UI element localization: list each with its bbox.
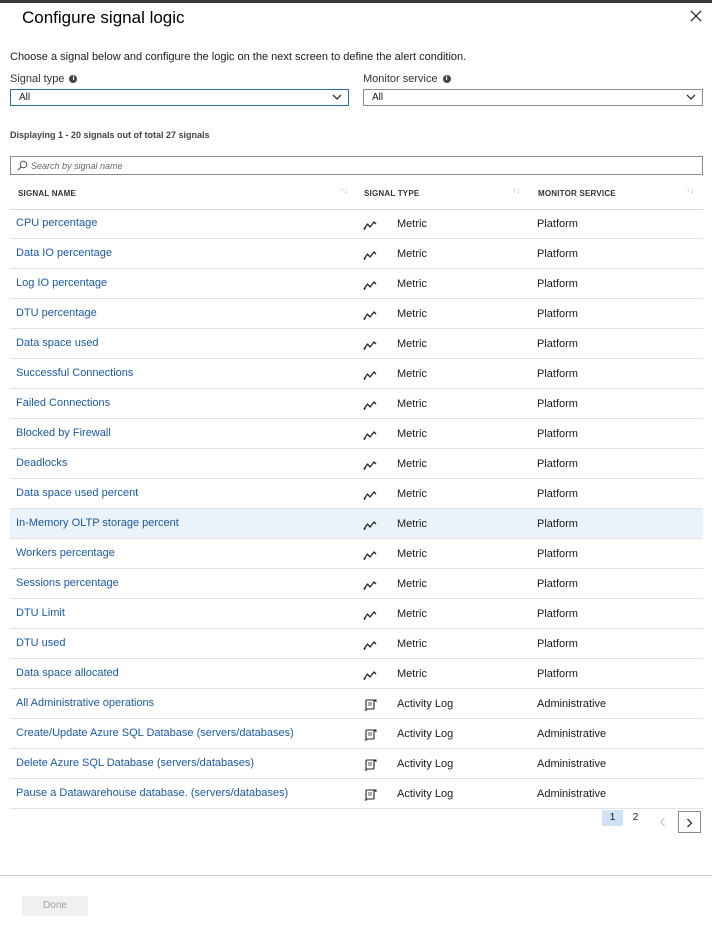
signal-type-header[interactable]: SIGNAL TYPE: [364, 189, 420, 198]
signal-name-link[interactable]: Deadlocks: [16, 457, 68, 469]
signal-name-link[interactable]: Create/Update Azure SQL Database (servers/databases): [16, 727, 294, 739]
monitor-service-cell: Platform: [537, 428, 578, 440]
table-row[interactable]: [10, 749, 703, 779]
monitor-service-cell: Platform: [537, 218, 578, 230]
table-header: [10, 178, 703, 210]
monitor-service-cell: Platform: [537, 308, 578, 320]
table-row[interactable]: [10, 329, 703, 359]
signal-type-label-text: Signal type: [10, 73, 65, 85]
table-row[interactable]: [10, 599, 703, 629]
signal-name-link[interactable]: In-Memory OLTP storage percent: [16, 517, 179, 529]
signal-name-link[interactable]: Successful Connections: [16, 367, 134, 379]
signal-name-link[interactable]: Workers percentage: [16, 547, 115, 559]
signal-type-cell: Metric: [397, 608, 427, 620]
monitor-service-cell: Platform: [537, 458, 578, 470]
table-row[interactable]: [10, 719, 703, 749]
metric-icon: [363, 608, 377, 620]
close-button[interactable]: [686, 6, 706, 26]
chevron-down-icon: [332, 93, 342, 101]
signal-type-cell: Activity Log: [397, 758, 454, 770]
signal-type-dropdown[interactable]: [10, 89, 349, 106]
signal-name-link[interactable]: Delete Azure SQL Database (servers/databases): [16, 757, 255, 769]
search-icon: [17, 160, 28, 171]
monitor-service-cell: Platform: [537, 638, 578, 650]
monitor-service-cell: Platform: [537, 488, 578, 500]
monitor-service-cell: Administrative: [537, 728, 607, 740]
signals-count-text: Displaying 1 - 20 signals out of total 27 signals: [10, 130, 210, 140]
metric-icon: [363, 458, 377, 470]
chevron-down-icon: [686, 93, 696, 101]
metric-icon: [363, 338, 377, 350]
signal-name-link[interactable]: DTU Limit: [16, 607, 65, 619]
monitor-service-cell: Administrative: [537, 758, 607, 770]
signal-name-link[interactable]: Data space used: [16, 337, 99, 349]
metric-icon: [363, 278, 377, 290]
table-row[interactable]: [10, 449, 703, 479]
metric-icon: [363, 578, 377, 590]
table-row[interactable]: [10, 479, 703, 509]
footer-divider: [0, 875, 712, 876]
monitor-service-cell: Platform: [537, 548, 578, 560]
monitor-service-cell: Platform: [537, 338, 578, 350]
sort-icon[interactable]: ↑↓: [340, 186, 348, 195]
signal-type-cell: Metric: [397, 308, 427, 320]
signal-type-label: [10, 73, 77, 85]
monitor-service-cell: Platform: [537, 578, 578, 590]
page-2-button[interactable]: 2: [632, 812, 639, 823]
table-row[interactable]: [10, 539, 703, 569]
signal-type-cell: Metric: [397, 278, 427, 290]
metric-icon: [363, 488, 377, 500]
table-row[interactable]: [10, 779, 703, 809]
chevron-right-icon: [686, 818, 693, 828]
signal-type-cell: Activity Log: [397, 728, 454, 740]
metric-icon: [363, 518, 377, 530]
monitor-service-label-text: Monitor service: [363, 73, 438, 85]
signal-type-cell: Metric: [397, 218, 427, 230]
signal-type-cell: Metric: [397, 428, 427, 440]
monitor-service-cell: Platform: [537, 608, 578, 620]
monitor-service-cell: Platform: [537, 398, 578, 410]
metric-icon: [363, 308, 377, 320]
search-input[interactable]: [31, 158, 691, 173]
activity-log-icon: [363, 758, 377, 770]
table-row[interactable]: [10, 689, 703, 719]
signal-type-cell: Metric: [397, 248, 427, 260]
monitor-service-cell: Administrative: [537, 788, 607, 800]
info-icon: i: [69, 75, 77, 83]
monitor-service-value: All: [372, 92, 384, 103]
signal-type-cell: Metric: [397, 488, 427, 500]
signal-name-link[interactable]: Failed Connections: [16, 397, 111, 409]
metric-icon: [363, 398, 377, 410]
signal-name-link[interactable]: CPU percentage: [16, 217, 98, 229]
table-row[interactable]: [10, 209, 703, 239]
monitor-service-header[interactable]: MONITOR SERVICE: [538, 189, 616, 198]
signal-name-link[interactable]: Data IO percentage: [16, 247, 113, 259]
signal-type-cell: Metric: [397, 578, 427, 590]
table-row[interactable]: [10, 659, 703, 689]
signal-type-cell: Metric: [397, 368, 427, 380]
page-1-button[interactable]: 1: [602, 810, 623, 826]
close-icon[interactable]: [686, 6, 706, 26]
signal-type-cell: Metric: [397, 398, 427, 410]
signal-name-link[interactable]: Data space allocated: [16, 667, 119, 679]
signal-name-link[interactable]: DTU percentage: [16, 307, 97, 319]
metric-icon: [363, 248, 377, 260]
signal-name-link[interactable]: DTU used: [16, 637, 66, 649]
metric-icon: [363, 548, 377, 560]
signal-name-header[interactable]: SIGNAL NAME: [18, 189, 77, 198]
signal-type-cell: Activity Log: [397, 788, 454, 800]
top-strip: [0, 0, 712, 3]
monitor-service-cell: Platform: [537, 518, 578, 530]
dialog-title: Configure signal logic: [22, 8, 185, 27]
sort-icon[interactable]: ↑↓: [512, 186, 520, 195]
search-box[interactable]: [10, 156, 703, 175]
table-row[interactable]: [10, 359, 703, 389]
table-row[interactable]: [10, 239, 703, 269]
signal-type-value: All: [19, 92, 31, 103]
signal-type-cell: Metric: [397, 338, 427, 350]
signal-name-link[interactable]: All Administrative operations: [16, 697, 155, 709]
signal-name-link[interactable]: Sessions percentage: [16, 577, 119, 589]
metric-icon: [363, 368, 377, 380]
signal-name-link[interactable]: Blocked by Firewall: [16, 427, 111, 439]
monitor-service-label: [363, 73, 451, 85]
activity-log-icon: [363, 698, 377, 710]
monitor-service-cell: Platform: [537, 368, 578, 380]
signal-type-cell: Activity Log: [397, 698, 454, 710]
table-row[interactable]: [10, 419, 703, 449]
table-row[interactable]: [10, 269, 703, 299]
next-page-button[interactable]: [678, 811, 701, 833]
info-icon: i: [443, 75, 451, 83]
instructions-text: Choose a signal below and configure the logic on the next screen to define the alert condition.: [10, 51, 467, 63]
table-row[interactable]: [10, 389, 703, 419]
signal-type-cell: Metric: [397, 668, 427, 680]
signals-table-body: [10, 209, 703, 809]
signal-type-cell: Metric: [397, 548, 427, 560]
table-row[interactable]: [10, 629, 703, 659]
metric-icon: [363, 428, 377, 440]
monitor-service-cell: Administrative: [537, 698, 607, 710]
activity-log-icon: [363, 788, 377, 800]
table-row[interactable]: [10, 299, 703, 329]
metric-icon: [363, 218, 377, 230]
signal-type-cell: Metric: [397, 518, 427, 530]
chevron-left-icon: [659, 817, 666, 827]
sort-icon[interactable]: ↑↓: [686, 186, 694, 195]
signal-type-cell: Metric: [397, 458, 427, 470]
done-button[interactable]: Done: [22, 896, 88, 916]
signal-name-link[interactable]: Pause a Datawarehouse database. (servers/databases): [16, 787, 289, 799]
monitor-service-cell: Platform: [537, 278, 578, 290]
signal-name-link[interactable]: Data space used percent: [16, 487, 139, 499]
previous-page-button[interactable]: [651, 811, 674, 833]
metric-icon: [363, 638, 377, 650]
metric-icon: [363, 668, 377, 680]
table-row[interactable]: [10, 569, 703, 599]
signal-name-link[interactable]: Log IO percentage: [16, 277, 108, 289]
monitor-service-dropdown[interactable]: [363, 89, 703, 106]
monitor-service-cell: Platform: [537, 248, 578, 260]
monitor-service-cell: Platform: [537, 668, 578, 680]
signal-type-cell: Metric: [397, 638, 427, 650]
activity-log-icon: [363, 728, 377, 740]
table-row[interactable]: [10, 509, 703, 539]
